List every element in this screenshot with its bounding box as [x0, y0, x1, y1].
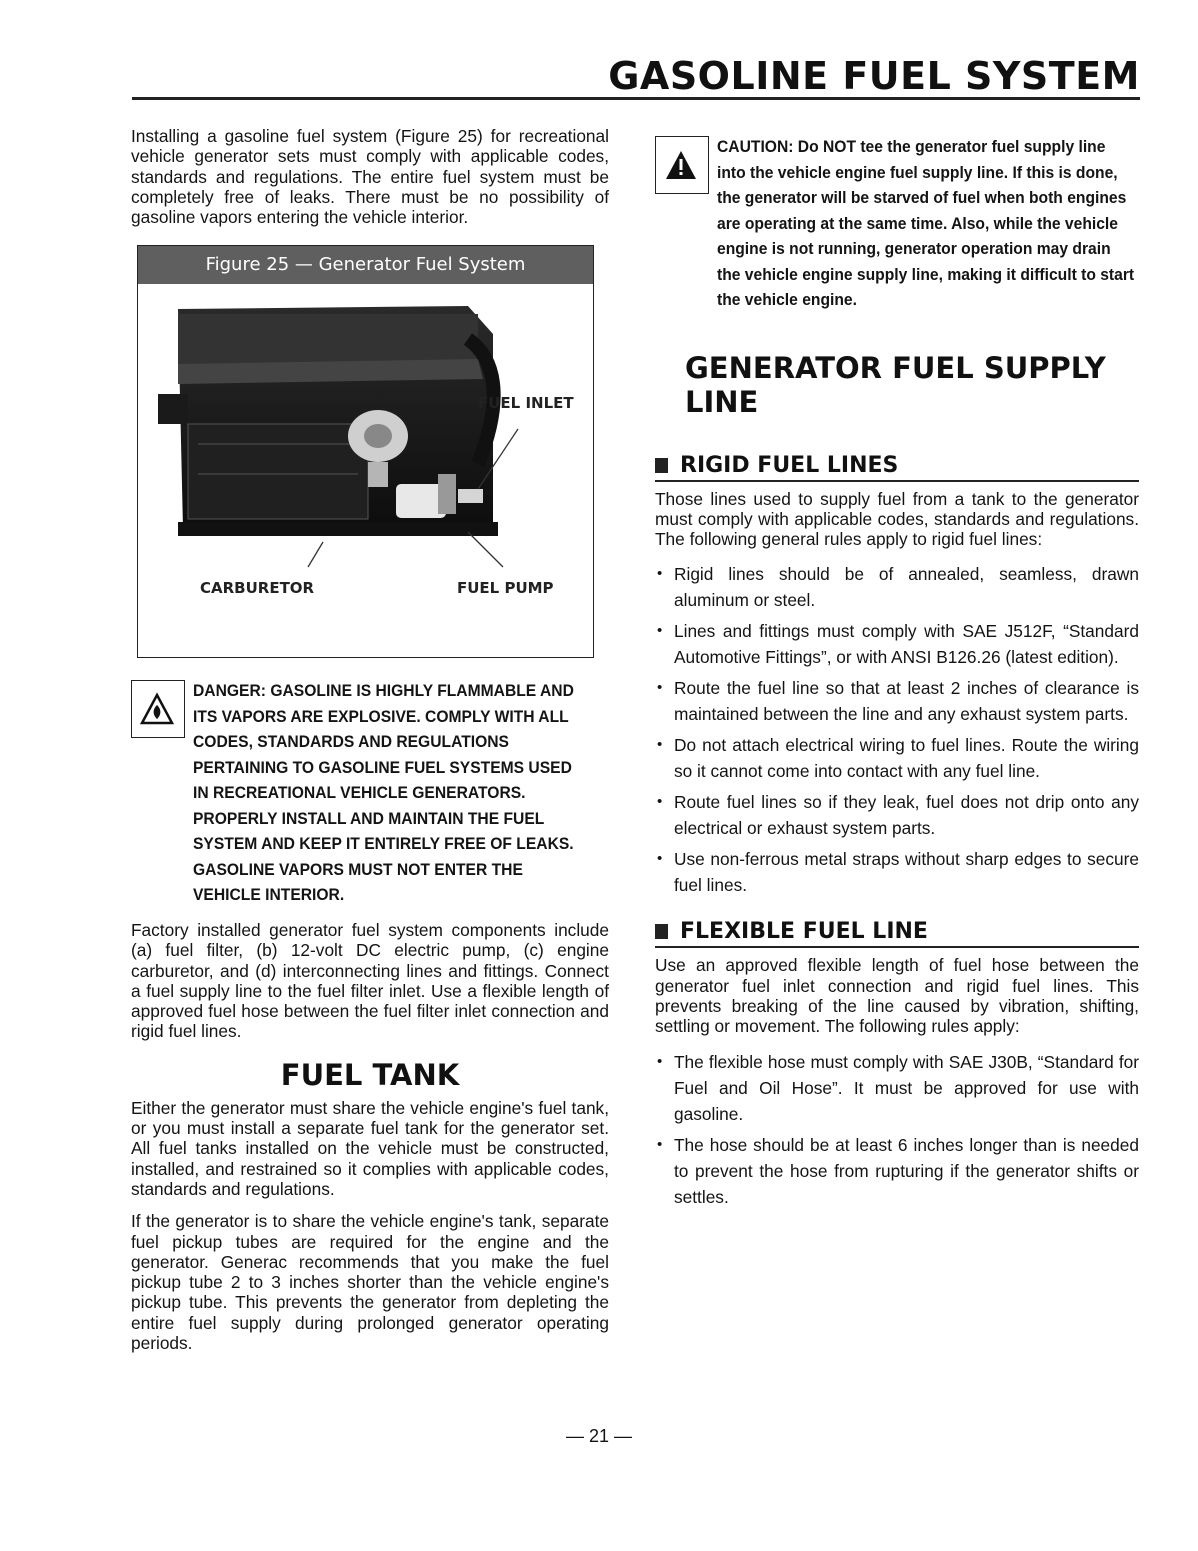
rigid-intro: Those lines used to supply fuel from a tank to the generator must comply with applicable codes, standards and regulations. The following general rules apply to rigid fuel lines:: [655, 488, 1139, 550]
fuel-tank-paragraph-2: If the generator is to share the vehicle engine's tank, separate fuel pickup tubes are required for the engine and the generator. Generac recommends that you make the fuel pickup tube 2 to 3 inches shorter than the vehicle engine's pickup tube. This prevents the generator from depleting the entire fuel supply during prolonged generator operating periods.: [131, 1211, 609, 1354]
list-item: • The flexible hose must comply with SAE J30B, “Standard for Fuel and Oil Hose”. It must be approved for use with gasoline.: [655, 1049, 1139, 1127]
header-rule: [132, 97, 1140, 100]
page-number: — 21 —: [565, 1426, 633, 1446]
list-item: • Route the fuel line so that at least 2 inches of clearance is maintained between the line and any exhaust system parts.: [655, 675, 1139, 727]
list-item: • Route fuel lines so if they leak, fuel does not drip onto any electrical or exhaust system parts.: [655, 789, 1139, 841]
flexible-heading-text: FLEXIBLE FUEL LINE: [680, 919, 928, 945]
fuel-tank-heading: FUEL TANK: [280, 1057, 460, 1092]
rigid-list: [655, 561, 1139, 898]
list-item: • Lines and fittings must comply with SAE J512F, “Standard Automotive Fittings”, or with ANSI B126.26 (latest edition).: [655, 618, 1139, 670]
label-fuel-inlet: FUEL INLET: [478, 394, 574, 413]
flexible-list: [655, 1049, 1139, 1210]
flexible-heading: [655, 919, 1139, 948]
intro-paragraph: Installing a gasoline fuel system (Figure 25) for recreational vehicle generator sets must comply with applicable codes, standards and regulations. The entire fuel system must be completely free of leaks. There must be no possibility of gasoline vapors entering the vehicle interior.: [131, 126, 609, 228]
caution-icon: [655, 136, 709, 194]
figure-title: Figure 25 — Generator Fuel System: [138, 246, 593, 284]
flexible-intro: Use an approved flexible length of fuel hose between the generator fuel inlet connection and rigid fuel lines. This prevents breaking of the line caused by vibration, shifting, settling or movement. The following rules apply:: [655, 955, 1139, 1037]
label-fuel-pump: FUEL PUMP: [457, 579, 554, 598]
warning-icon: [131, 680, 185, 738]
label-carburetor: CARBURETOR: [200, 579, 315, 598]
left-column: [131, 126, 609, 1365]
fuel-tank-paragraph-1: Either the generator must share the vehicle engine's fuel tank, or you must install a separate fuel tank for the generator set. All fuel tanks installed on the vehicle must be constructed, installed, and restrained so it complies with applicable codes, standards and regulations.: [131, 1097, 609, 1199]
list-item: • The hose should be at least 6 inches longer than is needed to prevent the hose from rupturing if the generator shifts or settles.: [655, 1132, 1139, 1210]
square-bullet-icon: [655, 458, 668, 473]
generator-photo: [138, 284, 593, 657]
supply-line-heading: GENERATOR FUEL SUPPLY LINE: [685, 350, 1106, 419]
caution-text: CAUTION: Do NOT tee the generator fuel supply line into the vehicle engine fuel supply line. If this is done, the generator will be starved of fuel when both engines are operating at the same time. Also, while the vehicle engine is not running, generator operation may drain the vehicle engine supply line, making it difficult to start the vehicle engine.: [717, 137, 1135, 309]
rigid-heading: [655, 453, 1139, 482]
rigid-heading-text: RIGID FUEL LINES: [680, 452, 899, 478]
right-column: [655, 126, 1139, 1215]
list-item: • Do not attach electrical wiring to fuel lines. Route the wiring so it cannot come into contact with any fuel line.: [655, 732, 1139, 784]
list-item: • Rigid lines should be of annealed, seamless, drawn aluminum or steel.: [655, 561, 1139, 613]
figure-25: [137, 245, 594, 658]
list-item: • Use non-ferrous metal straps without sharp edges to secure fuel lines.: [655, 846, 1139, 898]
caution-notice: [655, 134, 1139, 313]
page-title: GASOLINE FUEL SYSTEM: [608, 54, 1140, 98]
factory-paragraph: Factory installed generator fuel system components include (a) fuel filter, (b) 12-volt DC electric pump, (c) engine carburetor, and (d) interconnecting lines and fittings. Connect a fuel supply line to the fuel filter inlet. Use a flexible length of approved fuel hose between the fuel filter inlet connection and rigid fuel lines.: [131, 919, 609, 1042]
danger-notice: [131, 678, 609, 908]
square-bullet-icon: [655, 924, 668, 939]
danger-text: DANGER: GASOLINE IS HIGHLY FLAMMABLE AND ITS VAPORS ARE EXPLOSIVE. COMPLY WITH ALL CODES, STANDARDS AND REGULATIONS PERTAINING TO GASOLINE FUEL SYSTEMS USED IN RECREATIONAL VEHICLE GENERATORS. PROPERLY INSTALL AND MAINTAIN THE FUEL SYSTEM AND KEEP IT ENTIRELY FREE OF LEAKS. GASOLINE VAPORS MUST NOT ENTER THE VEHICLE INTERIOR.: [193, 681, 574, 905]
